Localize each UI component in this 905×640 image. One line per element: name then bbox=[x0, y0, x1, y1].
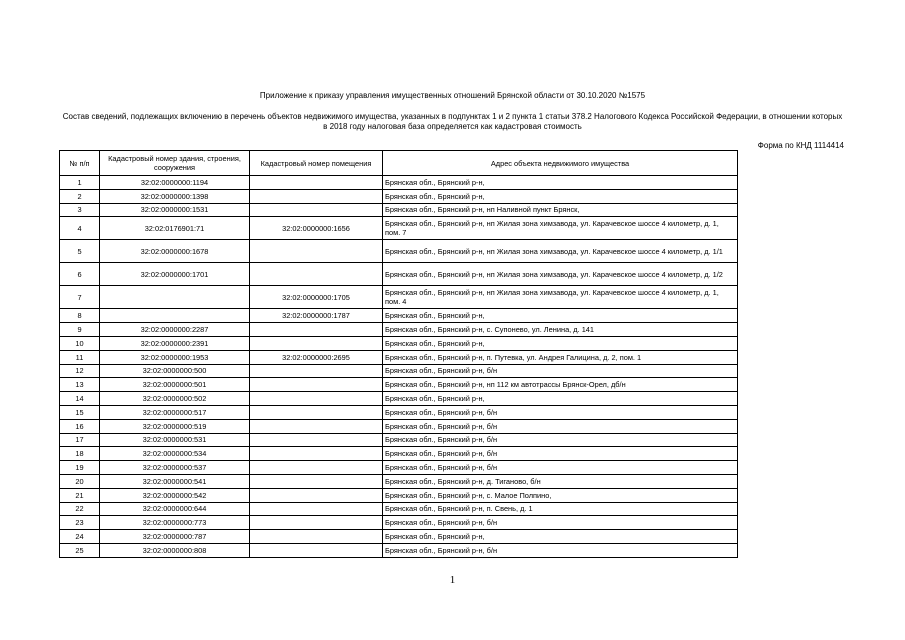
building-cadastral-cell: 32:02:0000000:2287 bbox=[100, 323, 250, 337]
document-subtitle: Состав сведений, подлежащих включению в перечень объектов недвижимого имущества, указанных в подпунктах 1 и 2 пункта 1 статьи 378.2 Налогового Кодекса Российской Федерации, в отношении которых в 2018 году налоговая база определяется как кадастровая стоимость bbox=[62, 112, 843, 131]
table-row bbox=[60, 461, 738, 475]
room-cadastral-cell bbox=[250, 323, 383, 337]
table-row bbox=[60, 543, 738, 557]
row-number-cell: 10 bbox=[60, 336, 100, 350]
address-cell: Брянская обл., Брянский р-н, п. Путевка, ул. Андрея Галицина, д. 2, пом. 1 bbox=[383, 350, 738, 364]
row-number-cell: 19 bbox=[60, 461, 100, 475]
table-row bbox=[60, 350, 738, 364]
row-number-cell: 9 bbox=[60, 323, 100, 337]
room-cadastral-cell bbox=[250, 530, 383, 544]
building-cadastral-cell: 32:02:0000000:541 bbox=[100, 474, 250, 488]
address-cell: Брянская обл., Брянский р-н, б/н bbox=[383, 447, 738, 461]
room-cadastral-cell bbox=[250, 488, 383, 502]
building-cadastral-cell: 32:02:0000000:1398 bbox=[100, 189, 250, 203]
table-row bbox=[60, 189, 738, 203]
address-cell: Брянская обл., Брянский р-н, б/н bbox=[383, 419, 738, 433]
row-number-cell: 6 bbox=[60, 263, 100, 286]
room-cadastral-cell bbox=[250, 461, 383, 475]
row-number-cell: 5 bbox=[60, 240, 100, 263]
table-row bbox=[60, 203, 738, 217]
building-cadastral-cell: 32:02:0000000:808 bbox=[100, 543, 250, 557]
building-cadastral-cell: 32:02:0000000:1678 bbox=[100, 240, 250, 263]
address-cell: Брянская обл., Брянский р-н, с. Супонево, ул. Ленина, д. 141 bbox=[383, 323, 738, 337]
address-cell: Брянская обл., Брянский р-н, б/н bbox=[383, 433, 738, 447]
building-cadastral-cell bbox=[100, 286, 250, 309]
address-cell: Брянская обл., Брянский р-н, п. Свень, д. 1 bbox=[383, 502, 738, 516]
row-number-cell: 4 bbox=[60, 217, 100, 240]
table-row bbox=[60, 336, 738, 350]
row-number-cell: 12 bbox=[60, 364, 100, 378]
room-cadastral-cell bbox=[250, 176, 383, 190]
row-number-cell: 16 bbox=[60, 419, 100, 433]
room-cadastral-cell bbox=[250, 392, 383, 406]
table-row bbox=[60, 502, 738, 516]
table-row bbox=[60, 419, 738, 433]
address-cell: Брянская обл., Брянский р-н, д. Тиганово, б/н bbox=[383, 474, 738, 488]
room-cadastral-cell bbox=[250, 405, 383, 419]
room-cadastral-cell bbox=[250, 263, 383, 286]
row-number-cell: 20 bbox=[60, 474, 100, 488]
room-cadastral-cell bbox=[250, 433, 383, 447]
table-row bbox=[60, 474, 738, 488]
room-cadastral-cell bbox=[250, 378, 383, 392]
building-cadastral-cell: 32:02:0000000:542 bbox=[100, 488, 250, 502]
room-cadastral-cell: 32:02:0000000:1705 bbox=[250, 286, 383, 309]
room-cadastral-cell bbox=[250, 189, 383, 203]
table-row bbox=[60, 364, 738, 378]
building-cadastral-cell: 32:02:0000000:519 bbox=[100, 419, 250, 433]
table-row bbox=[60, 488, 738, 502]
room-cadastral-cell bbox=[250, 516, 383, 530]
page-number: 1 bbox=[449, 574, 456, 586]
address-cell: Брянская обл., Брянский р-н, bbox=[383, 392, 738, 406]
building-cadastral-cell: 32:02:0000000:787 bbox=[100, 530, 250, 544]
table-row bbox=[60, 447, 738, 461]
row-number-cell: 23 bbox=[60, 516, 100, 530]
building-cadastral-cell: 32:02:0000000:773 bbox=[100, 516, 250, 530]
row-number-cell: 7 bbox=[60, 286, 100, 309]
row-number-cell: 8 bbox=[60, 309, 100, 323]
table-row bbox=[60, 263, 738, 286]
room-cadastral-cell bbox=[250, 240, 383, 263]
address-cell: Брянская обл., Брянский р-н, с. Малое Полпино, bbox=[383, 488, 738, 502]
address-cell: Брянская обл., Брянский р-н, нп Жилая зона химзавода, ул. Карачевское шоссе 4 километр, д. 1, пом. 4 bbox=[383, 286, 738, 309]
table-row bbox=[60, 286, 738, 309]
row-number-cell: 18 bbox=[60, 447, 100, 461]
row-number-cell: 17 bbox=[60, 433, 100, 447]
address-cell: Брянская обл., Брянский р-н, б/н bbox=[383, 543, 738, 557]
building-cadastral-cell: 32:02:0176901:71 bbox=[100, 217, 250, 240]
room-cadastral-cell bbox=[250, 543, 383, 557]
address-cell: Брянская обл., Брянский р-н, нп 112 км автотрассы Брянск-Орел, дб/н bbox=[383, 378, 738, 392]
room-cadastral-cell bbox=[250, 336, 383, 350]
row-number-cell: 14 bbox=[60, 392, 100, 406]
address-cell: Брянская обл., Брянский р-н, bbox=[383, 189, 738, 203]
address-cell: Брянская обл., Брянский р-н, bbox=[383, 530, 738, 544]
address-cell: Брянская обл., Брянский р-н, нп Жилая зона химзавода, ул. Карачевское шоссе 4 километр, д. 1/2 bbox=[383, 263, 738, 286]
row-number-cell: 3 bbox=[60, 203, 100, 217]
table-row bbox=[60, 392, 738, 406]
building-cadastral-cell: 32:02:0000000:531 bbox=[100, 433, 250, 447]
table-row bbox=[60, 433, 738, 447]
form-code-label: Форма по КНД 1114414 bbox=[757, 141, 844, 150]
room-cadastral-cell bbox=[250, 364, 383, 378]
row-number-cell: 11 bbox=[60, 350, 100, 364]
table-row bbox=[60, 530, 738, 544]
building-cadastral-cell: 32:02:0000000:537 bbox=[100, 461, 250, 475]
address-cell: Брянская обл., Брянский р-н, б/н bbox=[383, 405, 738, 419]
table-row bbox=[60, 176, 738, 190]
row-number-cell: 21 bbox=[60, 488, 100, 502]
address-cell: Брянская обл., Брянский р-н, bbox=[383, 176, 738, 190]
building-cadastral-cell: 32:02:0000000:517 bbox=[100, 405, 250, 419]
table-row bbox=[60, 323, 738, 337]
building-cadastral-cell: 32:02:0000000:644 bbox=[100, 502, 250, 516]
room-cadastral-cell: 32:02:0000000:1656 bbox=[250, 217, 383, 240]
row-number-cell: 24 bbox=[60, 530, 100, 544]
address-cell: Брянская обл., Брянский р-н, б/н bbox=[383, 516, 738, 530]
property-table bbox=[59, 150, 738, 558]
column-header-room-cadastral: Кадастровый номер помещения bbox=[250, 151, 383, 176]
building-cadastral-cell: 32:02:0000000:2391 bbox=[100, 336, 250, 350]
building-cadastral-cell: 32:02:0000000:501 bbox=[100, 378, 250, 392]
building-cadastral-cell: 32:02:0000000:1194 bbox=[100, 176, 250, 190]
table-row bbox=[60, 240, 738, 263]
room-cadastral-cell: 32:02:0000000:1787 bbox=[250, 309, 383, 323]
table-body bbox=[60, 176, 738, 558]
address-cell: Брянская обл., Брянский р-н, нп Жилая зона химзавода, ул. Карачевское шоссе 4 километр, д. 1/1 bbox=[383, 240, 738, 263]
building-cadastral-cell: 32:02:0000000:1701 bbox=[100, 263, 250, 286]
address-cell: Брянская обл., Брянский р-н, б/н bbox=[383, 364, 738, 378]
address-cell: Брянская обл., Брянский р-н, нп Жилая зона химзавода, ул. Карачевское шоссе 4 километр, д. 1, пом. 7 bbox=[383, 217, 738, 240]
room-cadastral-cell bbox=[250, 447, 383, 461]
room-cadastral-cell bbox=[250, 474, 383, 488]
address-cell: Брянская обл., Брянский р-н, нп Наливной пункт Брянск, bbox=[383, 203, 738, 217]
building-cadastral-cell: 32:02:0000000:500 bbox=[100, 364, 250, 378]
column-header-building-cadastral: Кадастровый номер здания, строения, сооружения bbox=[100, 151, 250, 176]
row-number-cell: 22 bbox=[60, 502, 100, 516]
room-cadastral-cell bbox=[250, 203, 383, 217]
table-header-row bbox=[60, 151, 738, 176]
document-title: Приложение к приказу управления имущественных отношений Брянской области от 30.10.2020 №1575 bbox=[259, 91, 646, 100]
building-cadastral-cell: 32:02:0000000:1953 bbox=[100, 350, 250, 364]
table-row bbox=[60, 516, 738, 530]
row-number-cell: 1 bbox=[60, 176, 100, 190]
building-cadastral-cell bbox=[100, 309, 250, 323]
table-row bbox=[60, 405, 738, 419]
room-cadastral-cell: 32:02:0000000:2695 bbox=[250, 350, 383, 364]
room-cadastral-cell bbox=[250, 419, 383, 433]
building-cadastral-cell: 32:02:0000000:502 bbox=[100, 392, 250, 406]
column-header-number: № п/п bbox=[60, 151, 100, 176]
row-number-cell: 2 bbox=[60, 189, 100, 203]
room-cadastral-cell bbox=[250, 502, 383, 516]
column-header-address: Адрес объекта недвижимого имущества bbox=[383, 151, 738, 176]
table-row bbox=[60, 309, 738, 323]
building-cadastral-cell: 32:02:0000000:1531 bbox=[100, 203, 250, 217]
address-cell: Брянская обл., Брянский р-н, bbox=[383, 336, 738, 350]
table-row bbox=[60, 217, 738, 240]
row-number-cell: 25 bbox=[60, 543, 100, 557]
row-number-cell: 13 bbox=[60, 378, 100, 392]
building-cadastral-cell: 32:02:0000000:534 bbox=[100, 447, 250, 461]
address-cell: Брянская обл., Брянский р-н, bbox=[383, 309, 738, 323]
row-number-cell: 15 bbox=[60, 405, 100, 419]
table-row bbox=[60, 378, 738, 392]
address-cell: Брянская обл., Брянский р-н, б/н bbox=[383, 461, 738, 475]
